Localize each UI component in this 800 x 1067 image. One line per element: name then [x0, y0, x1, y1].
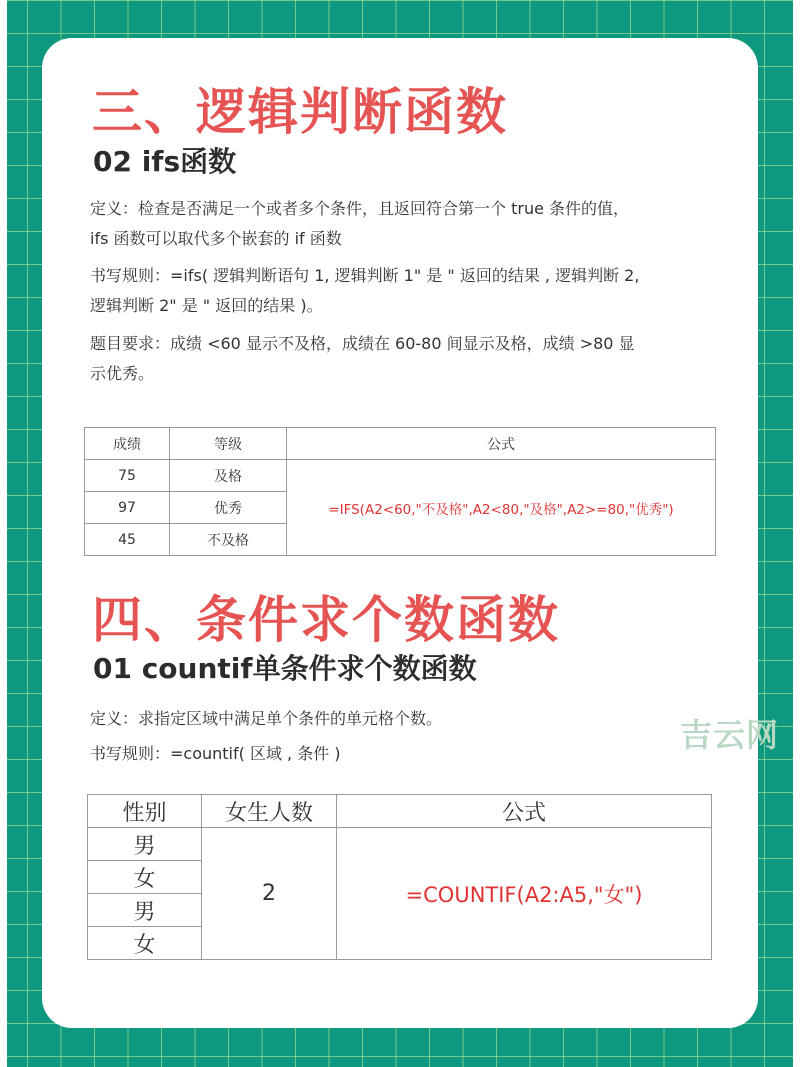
score-cell: 45 [85, 524, 170, 556]
ifs-task-line1: 题目要求：成绩 <60 显示不及格，成绩在 60-80 间显示及格，成绩 >80 显 [90, 334, 635, 353]
grade-cell: 优秀 [170, 492, 287, 524]
countif-example-table [87, 794, 712, 960]
countif-definition: 定义：求指定区域中满足单个条件的单元格个数。 [90, 709, 443, 728]
ifs-example-table [84, 427, 716, 556]
ifs-task-line2: 示优秀。 [90, 364, 155, 383]
section-3-subtitle: 02 ifs函数 [93, 145, 237, 178]
gender-cell: 女 [88, 927, 202, 960]
section-4-subtitle: 01 countif单条件求个数函数 [93, 652, 477, 685]
header-gender: 性别 [88, 795, 202, 828]
countif-rule: 书写规则：=countif( 区域 , 条件 ) [90, 744, 341, 763]
gender-cell: 男 [88, 894, 202, 927]
header-formula: 公式 [287, 428, 716, 460]
countif-formula-cell: =COUNTIF(A2:A5,"女") [337, 828, 712, 960]
gender-cell: 男 [88, 828, 202, 861]
table-row [88, 828, 712, 861]
header-score: 成绩 [85, 428, 170, 460]
grade-cell: 不及格 [170, 524, 287, 556]
watermark-logo: 吉云网 [680, 716, 780, 754]
ifs-rule-line1: 书写规则：=ifs( 逻辑判断语句 1, 逻辑判断 1" 是 " 返回的结果 , 逻辑判断 2, [90, 266, 640, 285]
gender-cell: 女 [88, 861, 202, 894]
ifs-formula-cell: =IFS(A2<60,"不及格",A2<80,"及格",A2>=80,"优秀") [287, 460, 716, 556]
ifs-rule-line2: 逻辑判断 2" 是 " 返回的结果 )。 [90, 296, 323, 315]
ifs-definition-line2: ifs 函数可以取代多个嵌套的 if 函数 [90, 229, 342, 248]
table-header-row [85, 428, 716, 460]
header-formula: 公式 [337, 795, 712, 828]
table-row [85, 460, 716, 492]
ifs-definition-line1: 定义：检查是否满足一个或者多个条件，且返回符合第一个 true 条件的值， [90, 199, 630, 218]
header-grade: 等级 [170, 428, 287, 460]
header-female-count: 女生人数 [202, 795, 337, 828]
score-cell: 75 [85, 460, 170, 492]
section-3-title: 三、逻辑判断函数 [92, 83, 508, 141]
grade-cell: 及格 [170, 460, 287, 492]
female-count-cell: 2 [202, 828, 337, 960]
section-4-title: 四、条件求个数函数 [92, 591, 560, 649]
score-cell: 97 [85, 492, 170, 524]
table-header-row [88, 795, 712, 828]
